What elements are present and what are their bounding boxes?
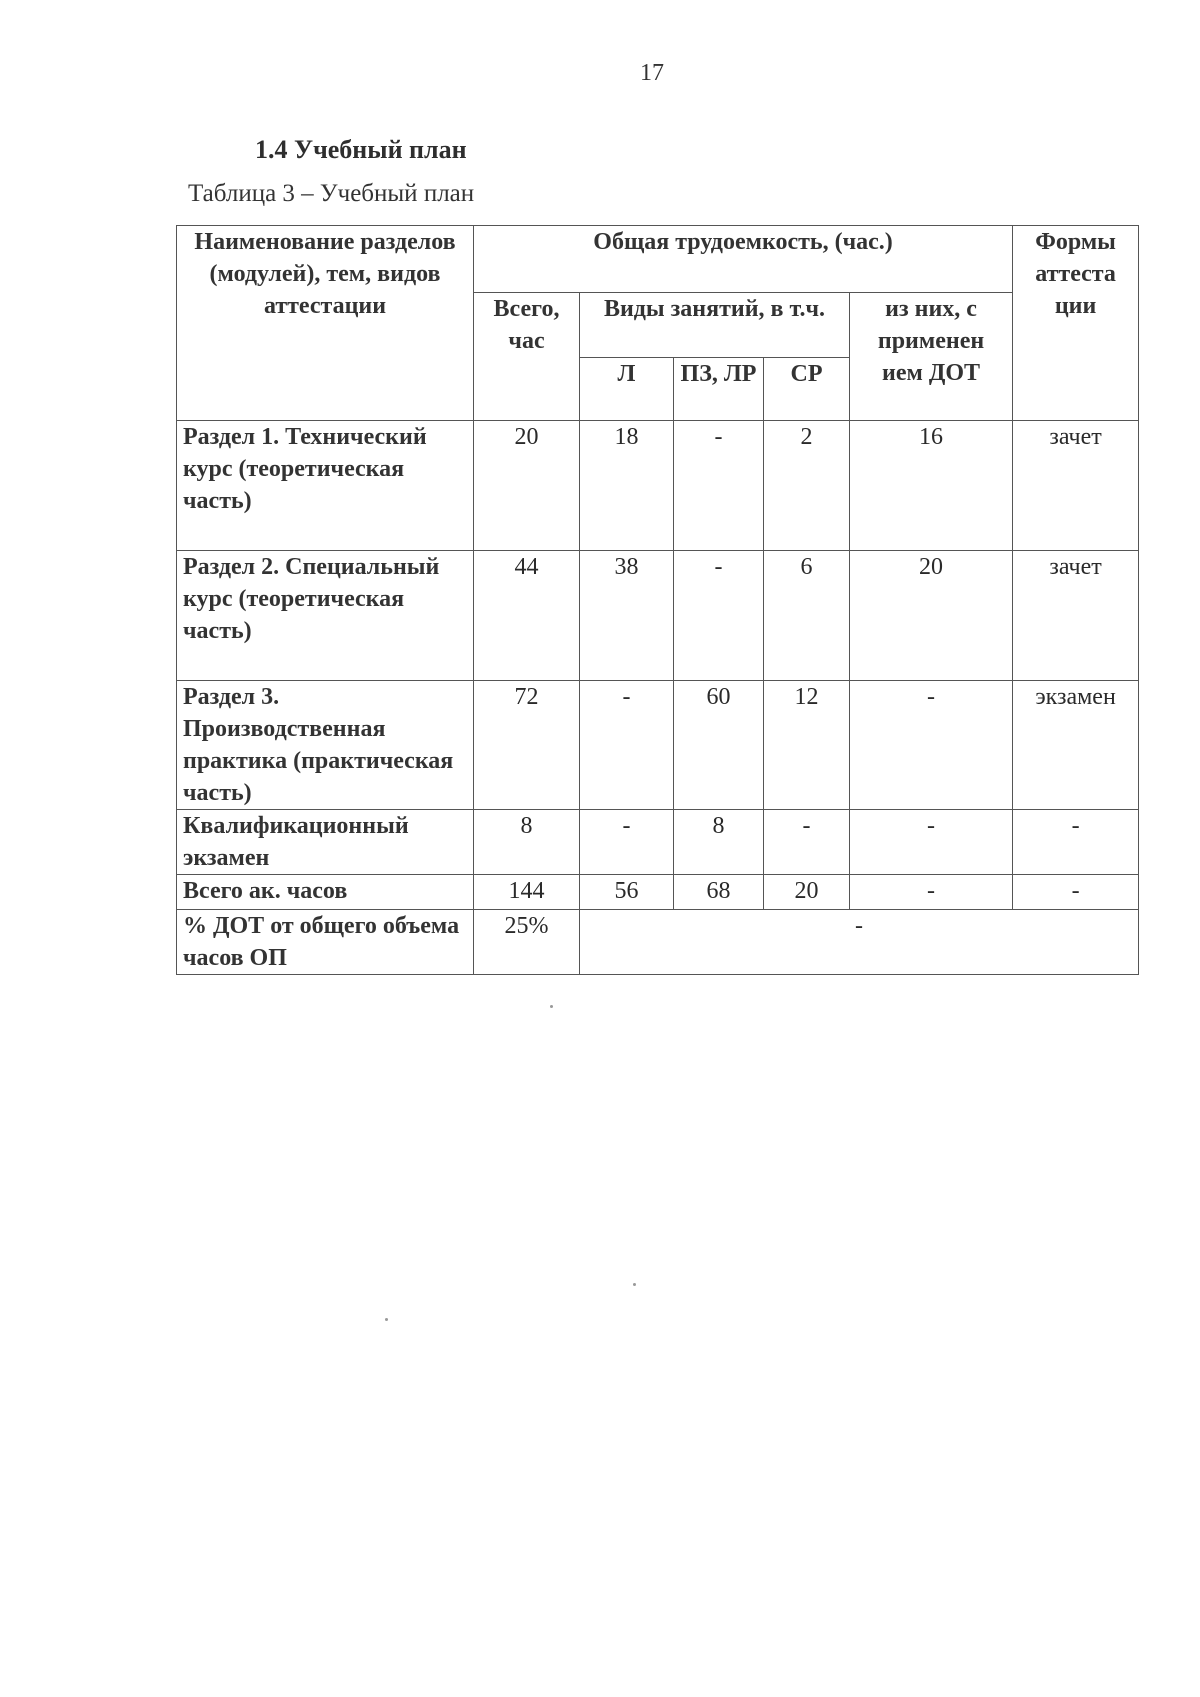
cell-dot: 20	[850, 551, 1013, 681]
table-row	[177, 551, 1139, 681]
table-row	[177, 421, 1139, 551]
header-forms: Формы аттеста ции	[1013, 226, 1139, 421]
curriculum-table	[176, 225, 1139, 975]
header-practice: ПЗ, ЛР	[674, 358, 764, 421]
cell-self-work: 2	[764, 421, 850, 551]
cell-form: зачет	[1013, 421, 1139, 551]
scan-speck	[385, 1318, 388, 1321]
cell-form: зачет	[1013, 551, 1139, 681]
cell-total: 144	[474, 875, 580, 910]
cell-dot-share: 25%	[474, 910, 580, 975]
cell-practice: -	[674, 551, 764, 681]
cell-dot: 16	[850, 421, 1013, 551]
cell-lectures: 56	[580, 875, 674, 910]
cell-self-work: 20	[764, 875, 850, 910]
cell-total: 20	[474, 421, 580, 551]
table-row	[177, 875, 1139, 910]
scan-speck	[550, 1005, 553, 1008]
cell-dot-share-rest: -	[580, 910, 1139, 975]
row-name: Раздел 3. Производственная практика (практическая часть)	[177, 681, 474, 810]
cell-dot: -	[850, 681, 1013, 810]
row-name: Раздел 2. Специальный курс (теоретическая часть)	[177, 551, 474, 681]
cell-total: 72	[474, 681, 580, 810]
cell-lectures: -	[580, 681, 674, 810]
table-row-dot-share	[177, 910, 1139, 975]
cell-form: -	[1013, 810, 1139, 875]
cell-practice: 68	[674, 875, 764, 910]
cell-self-work: 12	[764, 681, 850, 810]
cell-dot: -	[850, 875, 1013, 910]
row-name: Квалификационный экзамен	[177, 810, 474, 875]
cell-total: 8	[474, 810, 580, 875]
header-self-work: СР	[764, 358, 850, 421]
cell-total: 44	[474, 551, 580, 681]
cell-practice: 8	[674, 810, 764, 875]
table-row	[177, 810, 1139, 875]
header-lectures: Л	[580, 358, 674, 421]
scan-speck	[633, 1283, 636, 1286]
page-number: 17	[640, 60, 664, 86]
cell-self-work: -	[764, 810, 850, 875]
section-heading: 1.4 Учебный план	[255, 135, 467, 164]
table-row	[177, 681, 1139, 810]
header-total-hours: Всего, час	[474, 293, 580, 421]
header-dot: из них, с применен ием ДОТ	[850, 293, 1013, 421]
cell-form: экзамен	[1013, 681, 1139, 810]
row-name: % ДОТ от общего объема часов ОП	[177, 910, 474, 975]
cell-form: -	[1013, 875, 1139, 910]
cell-dot: -	[850, 810, 1013, 875]
cell-lectures: -	[580, 810, 674, 875]
header-name: Наименование разделов (модулей), тем, видов аттестации	[177, 226, 474, 421]
cell-lectures: 38	[580, 551, 674, 681]
header-types: Виды занятий, в т.ч.	[580, 293, 850, 358]
row-name: Раздел 1. Технический курс (теоретическая часть)	[177, 421, 474, 551]
table-caption: Таблица 3 – Учебный план	[188, 180, 475, 207]
row-name: Всего ак. часов	[177, 875, 474, 910]
cell-practice: 60	[674, 681, 764, 810]
header-total-labor: Общая трудоемкость, (час.)	[474, 226, 1013, 293]
cell-lectures: 18	[580, 421, 674, 551]
cell-self-work: 6	[764, 551, 850, 681]
cell-practice: -	[674, 421, 764, 551]
